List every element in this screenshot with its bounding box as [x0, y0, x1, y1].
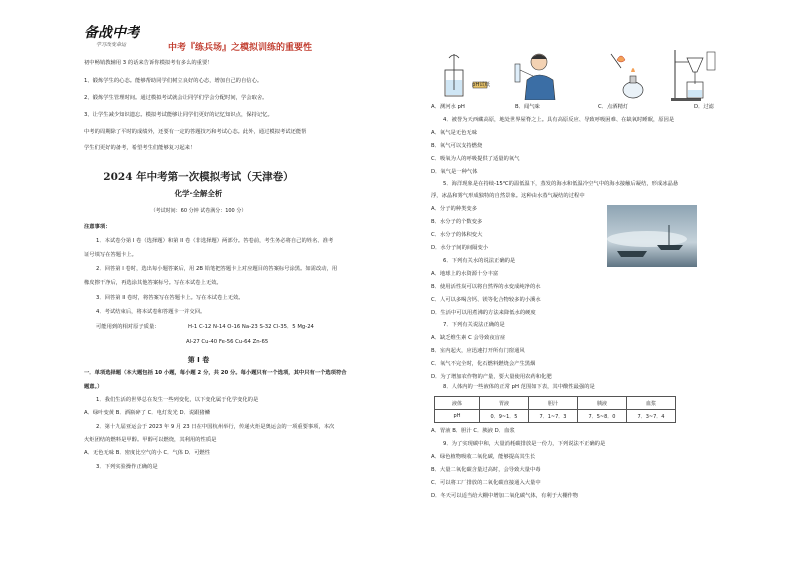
note-line: 证号填写在答题卡上。 — [84, 252, 137, 258]
filtration-image — [669, 48, 729, 102]
option: A．氧气是无色无味 — [431, 130, 477, 136]
table-cell: 血浆 — [627, 397, 676, 410]
part-heading: 一．单项选择题（本大题包括 10 小题，每小题 2 分，共 20 分。每小题只有一个选项，其中只有一个选项符合 — [84, 370, 347, 376]
alcohol-lamp-image — [607, 50, 649, 100]
atoms-label: 可能用到的相对原子质量： — [96, 324, 160, 330]
option: C．吸氧为人的呼吸提供了适量的氧气 — [431, 156, 520, 162]
question-8-options: A．胃液 B．胆汁 C．胰液 D．血浆 — [431, 428, 515, 434]
option: C．可以将工厂排放的二氧化碳直接通入大量中 — [431, 480, 541, 486]
question-2: 2．第十九届亚运会于 2023 年 9 月 23 日在中国杭州举行，传递火炬是奥运会的一项重要事项，本次 — [96, 424, 335, 430]
question-1-options: A．绿叶变黄 B．酒瓶碎了 C．电灯发光 D．说跟猪鳞 — [84, 410, 211, 416]
intro-line: 2、锻炼学生管理时间。通过模拟考试就会让同学们学会分配时间，学会取舍。 — [84, 95, 268, 101]
option-image-label: D．过滤 — [694, 104, 714, 110]
logo-image — [82, 22, 140, 48]
option: B．使用活性炭可以将自然界的水变成纯净的水 — [431, 284, 541, 290]
table-cell: 胆汁 — [529, 397, 578, 410]
option: B．室内起火，应迅速打开所有门窗通风 — [431, 348, 525, 354]
atoms-row: H-1 C-12 N-14 O-16 Na-23 S-32 Cl-35．5 Mg-24 — [188, 324, 314, 330]
question-6: 6．下列有关水的说法正确的是 — [443, 258, 516, 264]
question-5: 浮，冰晶和雾气形成独特的自然景象。这种由水蒸气凝结的过程中 — [431, 193, 585, 199]
option: A．绿色植物吸收二氧化碳，能够提高其生长 — [431, 454, 536, 460]
notes-label: 注意事项： — [84, 224, 111, 230]
note-line: 3．回答第 II 卷时，将答案写在答题卡上。写在本试卷上无效。 — [96, 295, 244, 301]
option: C．氧气不完全时，化石燃料燃烧会产生黑烟 — [431, 361, 536, 367]
table-cell: 液体 — [435, 397, 480, 410]
table-cell: 7．5~8．0 — [578, 410, 627, 423]
ph-test-image — [439, 52, 499, 100]
table-cell: 胃液 — [480, 397, 529, 410]
table-row — [435, 397, 676, 410]
exam-info: （考试时间：60 分钟 试卷满分：100 分） — [150, 208, 247, 214]
option: A．缺乏维生素 C 会导致夜盲症 — [431, 335, 506, 341]
header-title: 中考『练兵场』之模拟训练的重要性 — [168, 43, 313, 53]
question-2: 火炬团结的燃料是甲醇。甲醇可以燃烧，其利用的性质是 — [84, 437, 217, 443]
exam-subtitle: 化学·全解全析 — [174, 189, 223, 198]
ph-paper-label: pH试纸 — [472, 82, 490, 88]
question-1: 1．我们生活的世界总在发生一些列变化，以下变化属于化学变化的是 — [96, 397, 259, 403]
option: D．为了增加农作物的产量，要大量使用农药和化肥 — [431, 374, 552, 380]
intro-line: 中考的周期除了平时的成绩外，还要有一定的答题技巧和考试心态。此外，通过模拟考试还能帮 — [84, 129, 307, 135]
question-5: 5．海洋现象是在持续-15℃的温低温下，蒸发的海水和低温冷空气中的海水接触后凝结，形成冰晶悬 — [443, 181, 679, 187]
note-line: 2．回答第 I 卷时，选出每小题答案后，用 2B 铅笔把答题卡上对应题目的答案标号涂黑。如需改动，用 — [96, 266, 338, 272]
option: D．氧气是一种气体 — [431, 169, 478, 175]
question-2-options: A．无色无味 B．密度比空气的小 C．气体 D．可燃性 — [84, 450, 211, 456]
option-image-label: C．点酒精灯 — [598, 104, 629, 110]
intro-line: 学生们更好的备考，希望考生们能够复习起来！ — [84, 145, 196, 151]
option: B．氧气可以支持燃烧 — [431, 143, 483, 149]
table-cell: 7．3~7．4 — [627, 410, 676, 423]
option: D．水分子间的间隔变小 — [431, 245, 489, 251]
table-row — [435, 410, 676, 423]
ph-table — [434, 396, 676, 423]
table-cell: 胰液 — [578, 397, 627, 410]
part-heading: 题意。） — [84, 384, 103, 390]
option: D．冬天可以适当给大棚中增加二氧化碳气体，有利于大棚作物 — [431, 493, 579, 499]
right-column — [397, 0, 794, 562]
option: B．大量二氧化碳含量过高时，会导致大量中毒 — [431, 467, 541, 473]
smell-gas-image — [509, 50, 561, 100]
section-title: 第 I 卷 — [187, 356, 210, 364]
svg-text:学习改变命运: 学习改变命运 — [96, 42, 127, 48]
option-image-label: A．测河水 pH — [431, 104, 465, 110]
question-3: 3．下列实验操作正确的是 — [96, 464, 158, 470]
option-image-label: B．闻气味 — [515, 104, 540, 110]
exam-title: 2024 年中考第一次模拟考试（天津卷） — [103, 171, 294, 183]
option: B．水分子的个数变多 — [431, 219, 483, 225]
sea-smoke-photo — [607, 205, 697, 267]
question-9: 9．为了实现碳中和，大量消耗碳排放是一份力，下列说法不正确的是 — [443, 441, 606, 447]
table-cell: pH — [435, 410, 480, 423]
table-cell: 0．9~1．5 — [480, 410, 529, 423]
atoms-row: Al-27 Cu-40 Fe-56 Cu-64 Zn-65 — [186, 339, 269, 345]
option: C．人可以多喝含钙、镁等化合物较多的小溪水 — [431, 297, 541, 303]
option: C．水分子的体积变大 — [431, 232, 483, 238]
option: A．地球上的水资源十分丰富 — [431, 271, 499, 277]
table-cell: 7．1~7．3 — [529, 410, 578, 423]
question-8: 8．人体内的一些液体的正常 pH 范围如下表，其中酸性最强的是 — [443, 384, 595, 390]
svg-text:备战中考: 备战中考 — [84, 25, 140, 41]
option: A．分子的种类变多 — [431, 206, 477, 212]
note-line: 4．考试结束后，将本试卷和答题卡一并交回。 — [96, 309, 206, 315]
intro-line: 初中畅销教辅用 3 的话来告诉你模拟考有多么的重要！ — [84, 60, 213, 66]
note-line: 橡皮擦干净后，再选涂其他答案标号。写在本试卷上无效。 — [84, 280, 222, 286]
question-7: 7．下列有关说法正确的是 — [443, 322, 505, 328]
intro-line: 3、让学生减少知识遗忘。模拟考试能够让同学们更好的记忆知识点，保持记忆。 — [84, 112, 273, 118]
intro-line: 1、锻炼学生的心态。能够帮助同学们树立良好的心态，增加自己的自信心。 — [84, 78, 263, 84]
note-line: 1．本试卷分第 I 卷（选择题）和第 II 卷（非选择题）两部分。答卷前，考生务必将自己的姓名、准考 — [96, 238, 334, 244]
question-4: 4．被誉为天西藏高原，地处世界屋脊之上。具有高原反应、导致呼吸困难、在缺氧时睡眠，原因是 — [443, 117, 675, 123]
option: D．生活中可以用煮沸的方法来降低水的硬度 — [431, 310, 536, 316]
